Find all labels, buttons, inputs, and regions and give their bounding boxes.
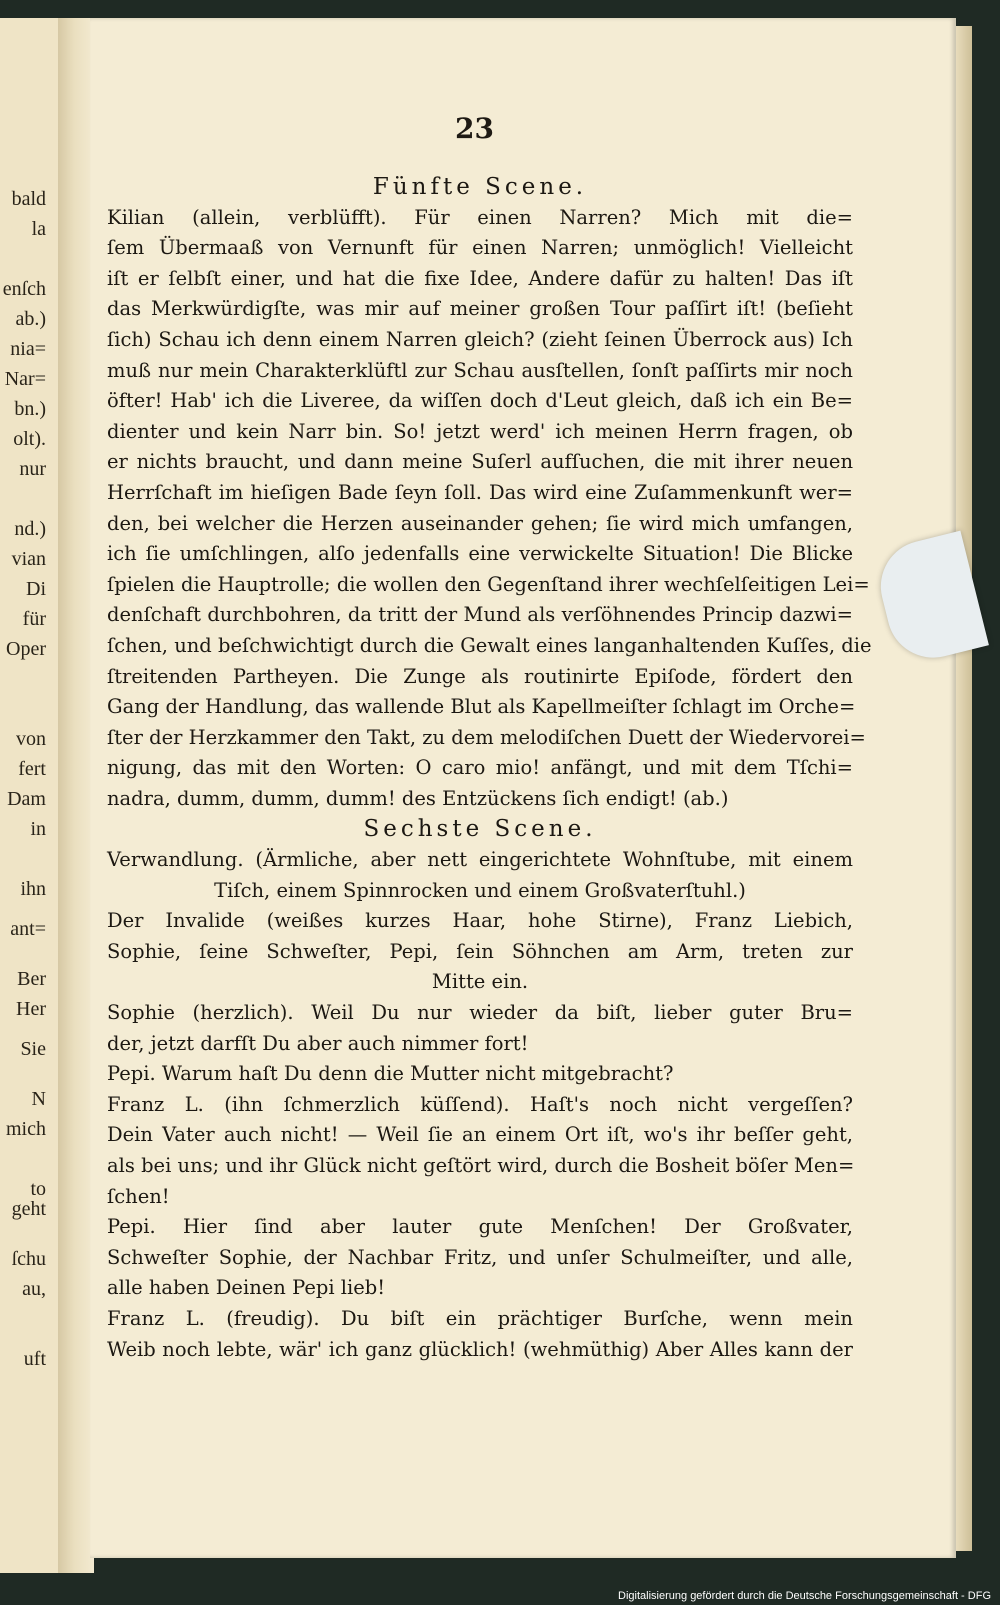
text-line: der, jetzt darfſt Du aber auch nimmer fort! [107, 1031, 529, 1055]
text-line: ich ſie umſchlingen, alſo jedenfalls eine verwickelte Situation! Die Blicke [107, 542, 853, 566]
text-line: muß nur mein Charakterklüftl zur Schau ausſtellen, ſonſt paſſirts mir noch [107, 358, 853, 382]
left-page-fragment: bn.) [14, 398, 46, 420]
text-line: öfter! Hab' ich die Liveree, da wiſſen doch d'Leut gleich, daß ich ein Be= [107, 389, 853, 413]
left-page-fragment: Sie [20, 1038, 46, 1060]
left-page-fragment: la [31, 218, 46, 240]
text-line: Sophie (herzlich). Weil Du nur wieder da biſt, lieber guter Bru= [107, 1001, 853, 1025]
text-line: nadra, dumm, dumm, dumm! des Entzückens ſich endigt! (ab.) [107, 786, 729, 810]
left-page-fragment: Dam [7, 788, 46, 810]
scene-heading: Fünfte Scene. [372, 174, 588, 200]
left-page-fragment: vian [11, 548, 46, 570]
stage-direction-line: Sophie, ſeine Schweſter, Pepi, ſein Söhnchen am Arm, treten zur [107, 939, 853, 963]
left-page-fragment: N [31, 1088, 46, 1110]
text-line: ſem Übermaaß von Vernunft für einen Narren; unmöglich! Vielleicht [107, 236, 853, 260]
left-page-fragment: Nar= [4, 368, 46, 390]
text-line: Pepi. Warum haſt Du denn die Mutter nicht mitgebracht? [107, 1062, 674, 1086]
left-page-fragment: au, [22, 1278, 46, 1300]
text-line: denſchaft durchbohren, da tritt der Mund als verſöhnendes Princip dazwi= [107, 603, 853, 627]
text-line: das Merkwürdigſte, was mir auf meiner großen Tour paſſirt iſt! (beſieht [107, 297, 853, 321]
left-page-fragment: in [30, 818, 46, 840]
left-page-fragment: to [30, 1178, 46, 1200]
stage-direction-line: Der Invalide (weißes kurzes Haar, hohe Stirne), Franz Liebich, [107, 909, 853, 933]
left-page-fragment: ſchu [11, 1248, 46, 1270]
left-page-fragment: geht [11, 1198, 46, 1220]
page-edge [956, 26, 972, 1551]
text-line: er nichts braucht, und dann meine Suſerl aufſuchen, die mit ihrer neuen [107, 450, 853, 474]
scene-heading: Sechste Scene. [363, 816, 597, 843]
left-page-fragment: Oper [6, 638, 46, 660]
footer-credit: Digitalisierung gefördert durch die Deutsche Forschungsgemeinschaft - DFG [615, 1589, 994, 1603]
text-line: ſchen! [107, 1184, 170, 1208]
text-line: iſt er ſelbſt einer, und hat die fixe Idee, Andere dafür zu halten! Das iſt [107, 266, 853, 290]
left-page-fragment: ant= [10, 918, 46, 940]
stage-direction-line: Tiſch, einem Spinnrocken und einem Großvaterſtuhl.) [214, 878, 746, 902]
text-line: Franz L. (ihn ſchmerzlich küſſend). Haſt's noch nicht vergeſſen? [107, 1092, 853, 1116]
left-page-fragment: olt). [13, 428, 46, 450]
left-page-fragment: nur [19, 458, 46, 480]
text-line: nigung, das mit den Worten: O caro mio! anfängt, und mit dem Tſchi= [107, 756, 853, 780]
left-page-fragment: Di [26, 578, 46, 600]
text-line: den, bei welcher die Herzen auseinander gehen; ſie wird mich umfangen, [107, 511, 853, 535]
text-line: ſter der Herzkammer den Takt, zu dem melodiſchen Duett der Wiedervorei= [107, 725, 866, 749]
text-line: Gang der Handlung, das wallende Blut als Kapellmeiſter ſchlagt im Orche= [107, 695, 856, 719]
left-page-fragment: Her [16, 998, 46, 1020]
left-page-strip [0, 18, 60, 1573]
text-line: Pepi. Hier ſind aber lauter gute Menſchen! Der Großvater, [107, 1215, 853, 1239]
text-line: Weib noch lebte, wär' ich ganz glücklich! (wehmüthig) Aber Alles kann der [107, 1337, 853, 1361]
left-page-fragment: nia= [10, 338, 46, 360]
text-line: ſich) Schau ich denn einem Narren gleich? (zieht ſeinen Überrock aus) Ich [107, 327, 853, 351]
left-page-fragment: nd.) [14, 518, 46, 540]
text-line: dienter und kein Narr bin. So! jetzt werd' ich meinen Herrn fragen, ob [107, 419, 853, 443]
text-line: ſchen, und beſchwichtigt durch die Gewalt eines langanhaltenden Kuſſes, die [107, 633, 872, 657]
text-line: Dein Vater auch nicht! — Weil ſie an einem Ort iſt, wo's ihr beſſer geht, [107, 1123, 853, 1147]
text-line: als bei uns; und ihr Glück nicht geſtört wird, durch die Bosheit böſer Men= [107, 1154, 855, 1177]
left-page-fragment: ihn [20, 878, 46, 900]
book-gutter [58, 18, 94, 1573]
page-number: 23 [455, 112, 494, 145]
text-line: alle haben Deinen Pepi lieb! [107, 1276, 386, 1300]
stage-direction-line: Mitte ein. [431, 970, 529, 994]
left-page-fragment: bald [11, 188, 46, 210]
stage-direction-line: Verwandlung. (Ärmliche, aber nett eingerichtete Wohnſtube, mit einem [107, 848, 853, 872]
text-line: Herrſchaft im hieſigen Bade ſeyn ſoll. Das wird eine Zuſammenkunft wer= [107, 480, 853, 504]
left-page-fragment: Ber [17, 968, 46, 990]
text-line: Franz L. (freudig). Du biſt ein prächtiger Burſche, wenn mein [107, 1306, 853, 1330]
left-page-fragment: uft [23, 1348, 46, 1370]
left-page-fragment: ab.) [15, 308, 46, 330]
left-page-fragment: mich [6, 1118, 46, 1140]
text-line: ſpielen die Hauptrolle; die wollen den Gegenſtand ihrer wechſelſeitigen Lei= [107, 572, 870, 596]
page-text [107, 172, 872, 1365]
left-page-fragment: enſch [2, 278, 46, 300]
text-line: Schweſter Sophie, der Nachbar Fritz, und unſer Schulmeiſter, und alle, [107, 1245, 853, 1269]
left-page-fragment: fert [18, 758, 46, 780]
left-page-fragment: von [16, 728, 46, 750]
text-line: Kilian (allein, verblüfft). Für einen Narren? Mich mit die= [107, 205, 853, 229]
left-page-fragment: für [22, 608, 46, 630]
text-line: ſtreitenden Partheyen. Die Zunge als routinirte Epiſode, fördert den [107, 664, 853, 688]
